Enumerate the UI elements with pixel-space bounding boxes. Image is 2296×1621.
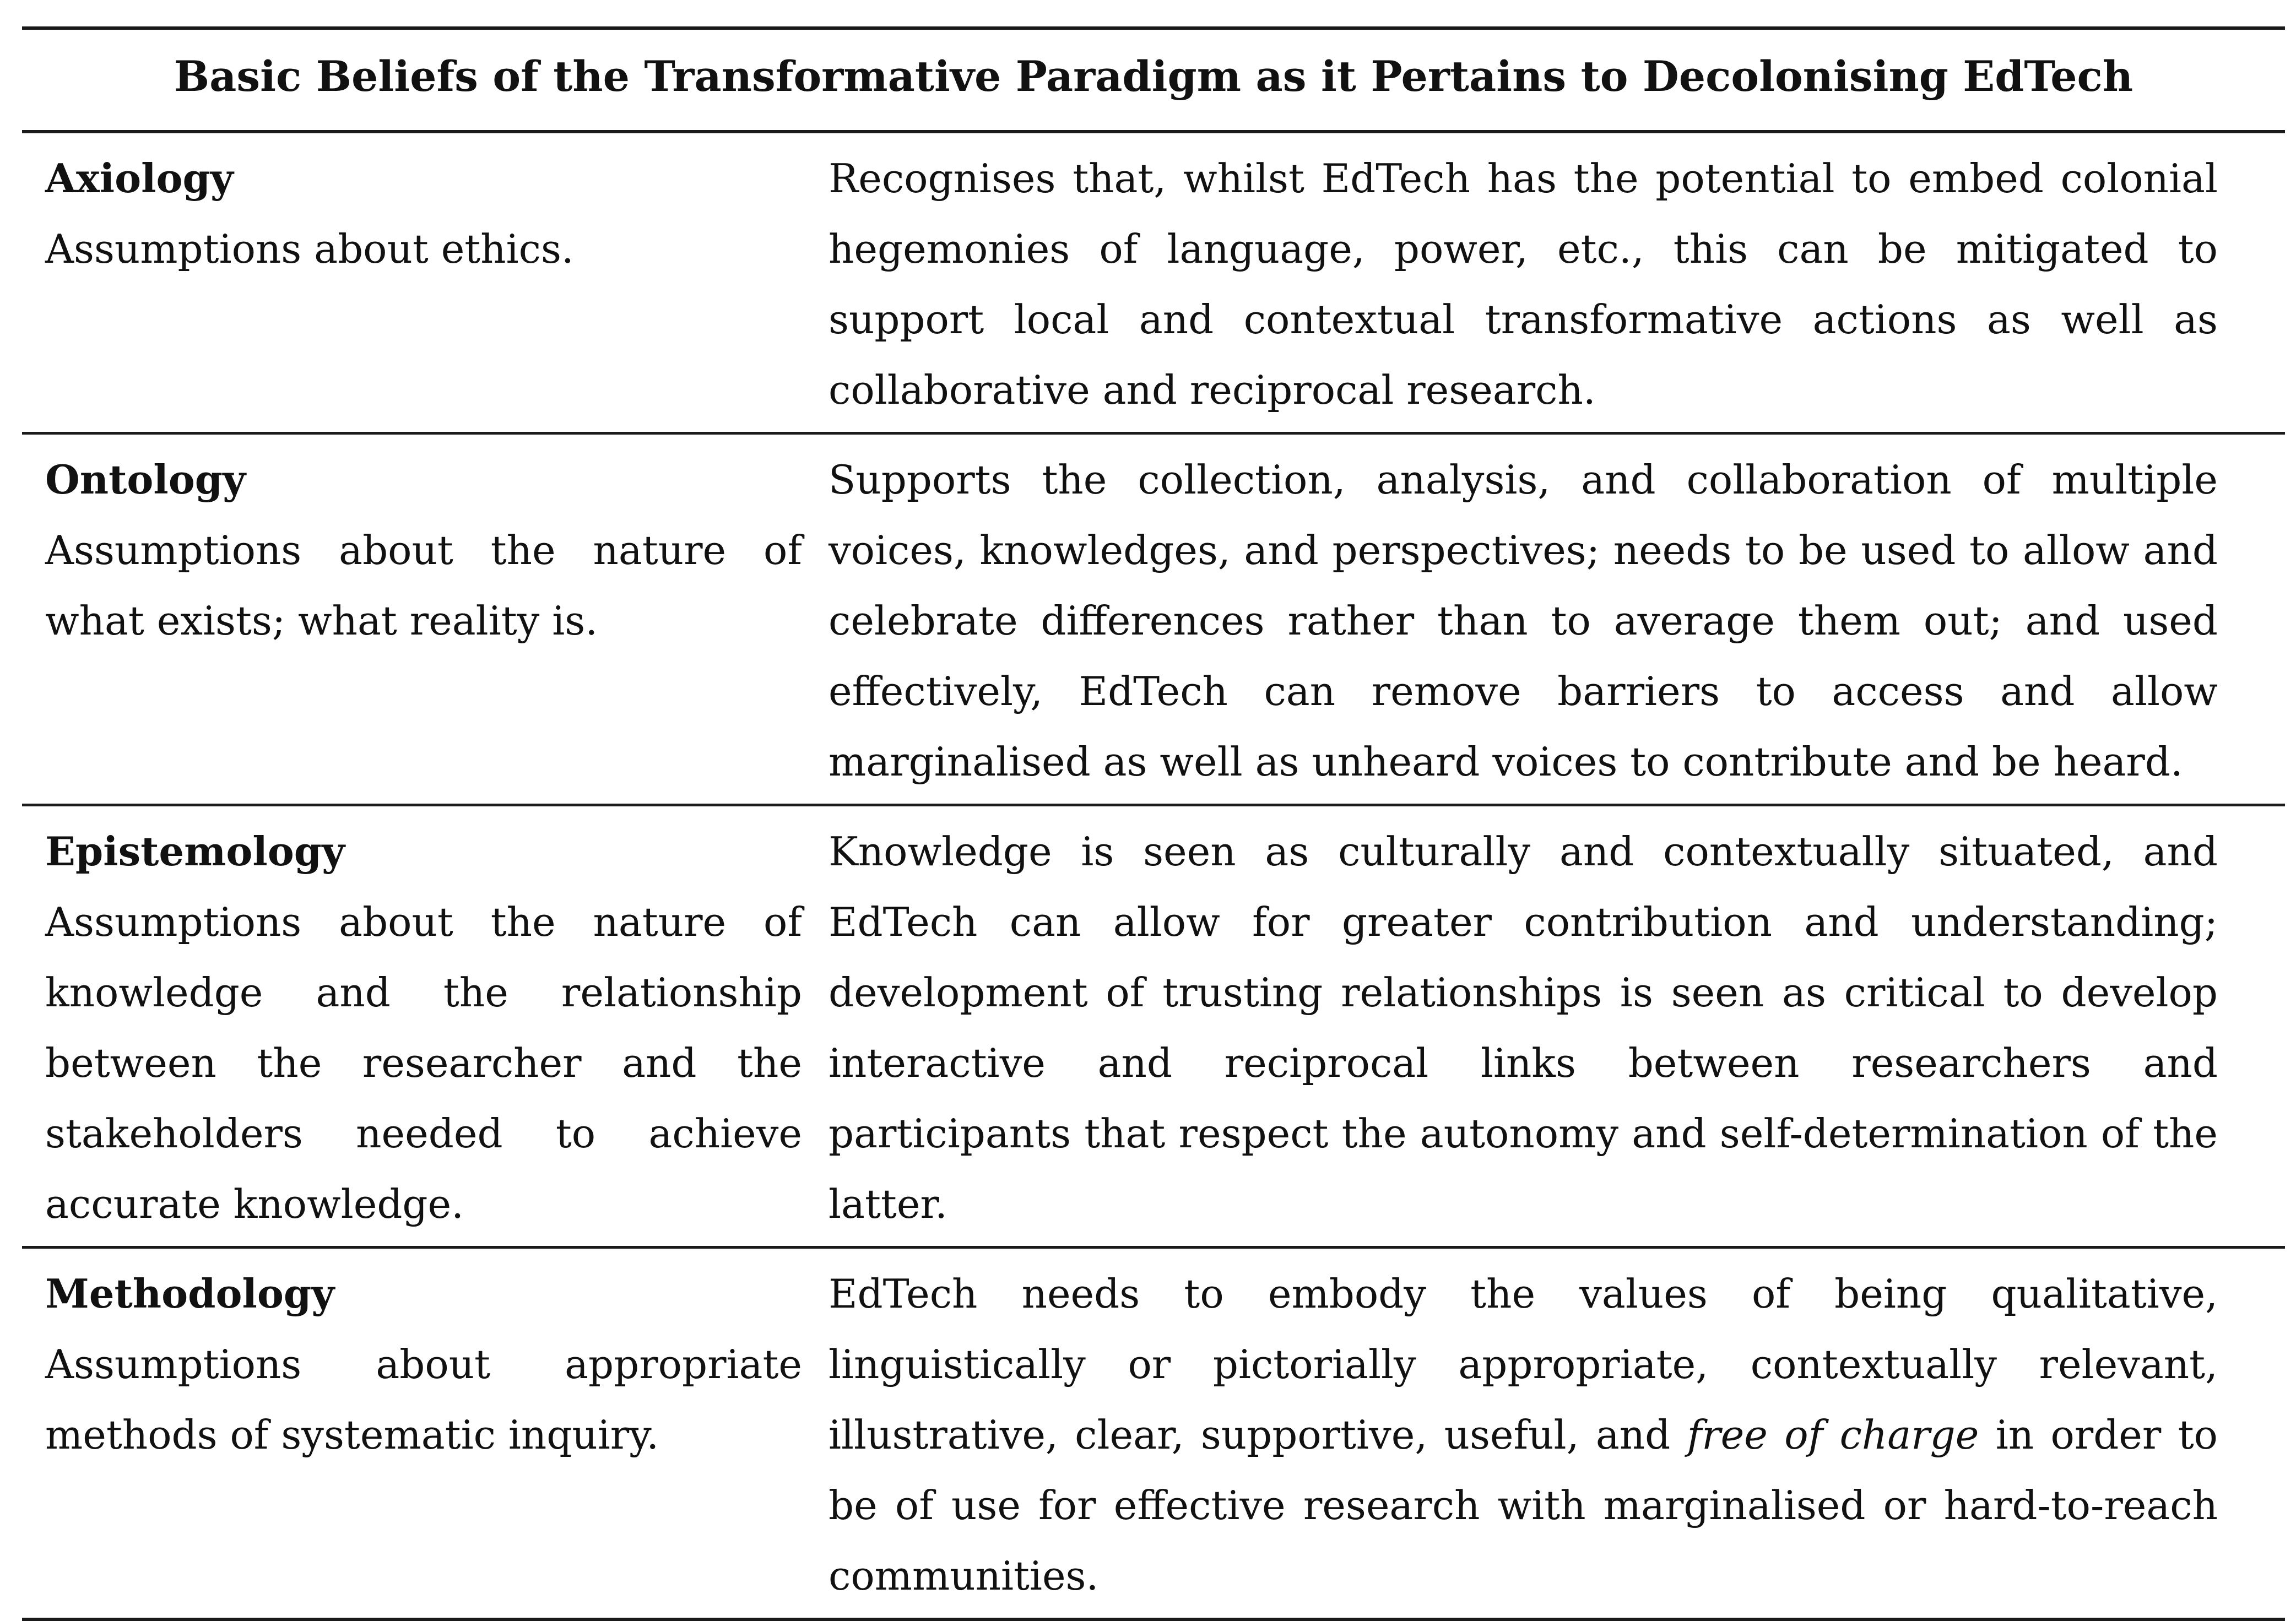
table-caption: Basic Beliefs of the Transformative Paradigm as it Pertains to Decolonising EdTech — [22, 30, 2285, 133]
description-axiology: Recognises that, whilst EdTech has the potential to embed colonial hegemonies of language, power, etc., this can be mitigated to support local and contextual transformative actions as well as collaborative and reciprocal research. — [828, 155, 2218, 413]
description-methodology-italic: free of charge — [1687, 1412, 1979, 1458]
table-row-axiology — [22, 133, 2285, 435]
table-row-methodology — [22, 1249, 2285, 1618]
term-epistemology: Epistemology — [45, 828, 345, 875]
assumption-axiology: Assumptions about ethics. — [45, 226, 574, 272]
term-axiology: Axiology — [45, 155, 234, 202]
beliefs-table — [22, 26, 2285, 1621]
table-row-ontology — [22, 435, 2285, 806]
row-label-cell — [22, 143, 819, 425]
assumption-methodology: Assumptions about appropriate methods of systematic inquiry. — [45, 1341, 802, 1458]
assumption-ontology: Assumptions about the nature of what exists; what reality is. — [45, 527, 802, 644]
table-row-epistemology — [22, 806, 2285, 1249]
term-methodology: Methodology — [45, 1270, 335, 1317]
assumption-epistemology: Assumptions about the nature of knowledge and the relationship between the researcher and the stakeholders needed to achieve accurate knowledge. — [45, 899, 802, 1227]
row-label-cell — [22, 1259, 819, 1611]
description-methodology-part2: in order to be of use for effective research with marginalised or hard-to-reach communities. — [828, 1412, 2218, 1599]
description-ontology: Supports the collection, analysis, and collaboration of multiple voices, knowledges, and perspectives; needs to be used to allow and celebrate differences rather than to average them out; and used effectively, EdTech can remove barriers to access and allow marginalised as well as unheard voices to contribute and be heard. — [828, 457, 2218, 785]
term-ontology: Ontology — [45, 456, 246, 503]
row-label-cell — [22, 816, 819, 1239]
row-label-cell — [22, 444, 819, 797]
description-methodology-part1: EdTech needs to embody the values of being qualitative, linguistically or pictorially appropriate, contextually relevant, illustrative, clear, supportive, useful, and — [828, 1271, 2218, 1458]
description-methodology — [819, 1259, 2234, 1611]
description-epistemology: Knowledge is seen as culturally and contextually situated, and EdTech can allow for greater contribution and understanding; development of trusting relationships is seen as critical to develop interactive and reciprocal links between researchers and participants that respect the autonomy and self-determination of the latter. — [828, 828, 2218, 1227]
